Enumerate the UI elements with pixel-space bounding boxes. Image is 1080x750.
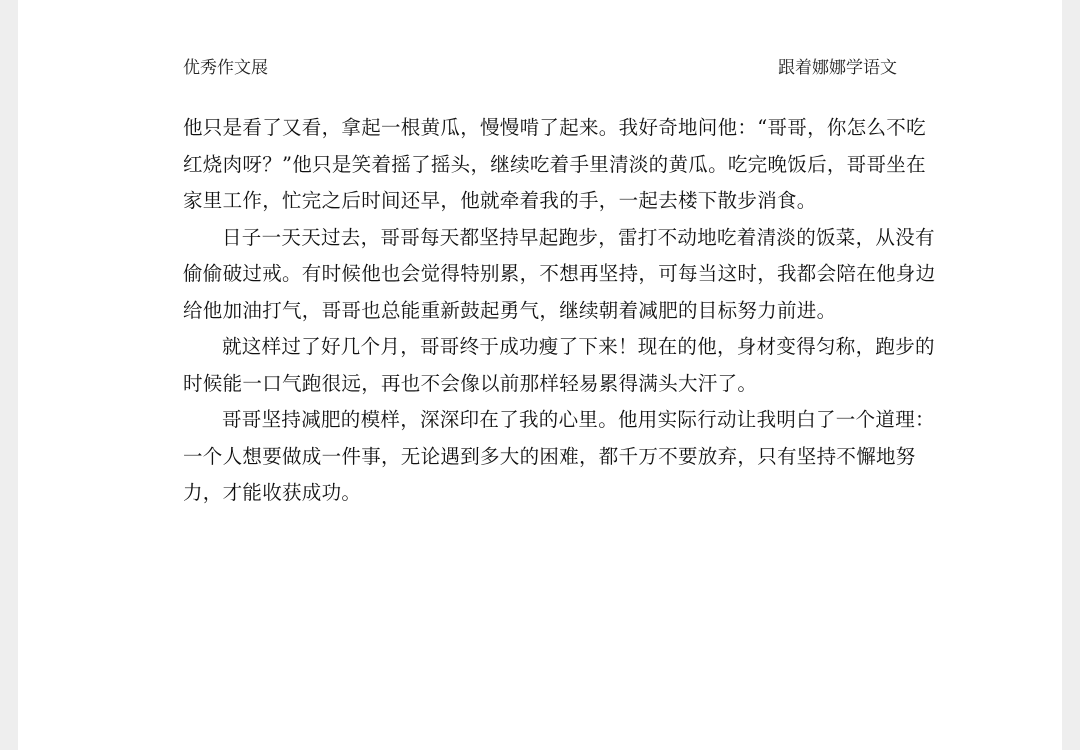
paragraph-continuation: 他只是看了又看，拿起一根黄瓜，慢慢啃了起来。我好奇地问他：“哥哥，你怎么不吃红烧肉呀？”他只是笑着摇了摇头，继续吃着手里清淡的黄瓜。吃完晚饭后，哥哥坐在家里工作，忙完之后时间还早，他就牵着我的手，一起去楼下散步消食。 [183,116,926,212]
paragraph: 日子一天天过去，哥哥每天都坚持早起跑步，雷打不动地吃着清淡的饭菜，从没有偷偷破过戒。有时候他也会觉得特别累，不想再坚持，可每当这时，我都会陪在他身边给他加油打气，哥哥也总能重新鼓起勇气，继续朝着减肥的目标努力前进。 [183,225,936,322]
paragraph: 哥哥坚持减肥的模样，深深印在了我的心里。他用实际行动让我明白了一个道理：一个人想要做成一件事，无论遇到多大的困难，都千万不要放弃，只有坚持不懈地努力，才能收获成功。 [183,408,935,504]
header-author-title: 跟着娜娜学语文 [778,58,897,78]
header-column-title: 优秀作文展 [183,58,268,78]
essay-body [183,110,943,512]
page-header [183,53,897,77]
paragraph: 就这样过了好几个月，哥哥终于成功瘦了下来！现在的他，身材变得匀称，跑步的时候能一口气跑很远，再也不会像以前那样轻易累得满头大汗了。 [183,335,935,395]
